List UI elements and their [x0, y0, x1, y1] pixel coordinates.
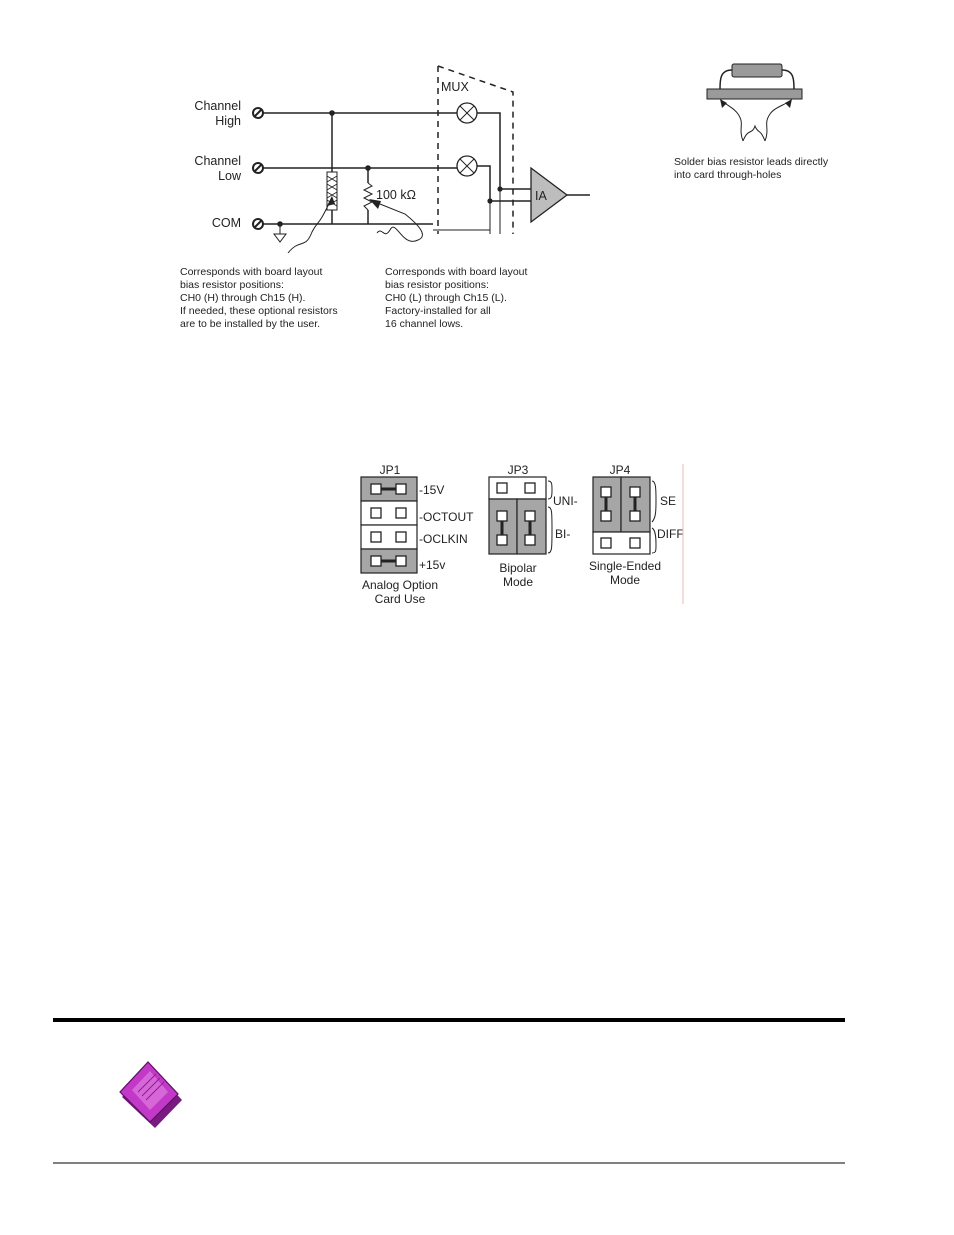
- jp4-caption-1: Single-Ended: [588, 559, 662, 573]
- resistor-value-label: 100 kΩ: [376, 188, 416, 202]
- svg-text:CH0 (H) through Ch15 (H).: CH0 (H) through Ch15 (H).: [180, 292, 306, 304]
- svg-text:are to be installed by the use: are to be installed by the user.: [180, 318, 321, 330]
- svg-text:CH0 (L) through Ch15 (L).: CH0 (L) through Ch15 (L).: [385, 292, 507, 304]
- jumper-settings-diagram: [361, 463, 684, 606]
- svg-text:Factory-installed for all: Factory-installed for all: [385, 305, 491, 317]
- mux-switch-icon: [457, 156, 477, 176]
- jp4-label-diff: DIFF: [657, 527, 684, 541]
- bias-circuit-diagram: [180, 66, 590, 330]
- note-factory-resistors: [385, 266, 527, 330]
- jp4-block: [593, 477, 650, 554]
- ground-icon: [274, 224, 286, 242]
- mux-switch-icon: [457, 103, 477, 123]
- jp3-block: [489, 477, 546, 554]
- solder-note-1: Solder bias resistor leads directly: [674, 156, 829, 168]
- channel-high-label-2: High: [215, 114, 241, 128]
- resistor-100k-icon: [364, 183, 372, 210]
- channel-low-label-1: Channel: [194, 154, 241, 168]
- note-optional-resistors: [180, 266, 338, 330]
- jp4-title: JP4: [609, 463, 631, 477]
- jp3-label-uni: UNI-: [553, 494, 578, 508]
- jp4-label-se: SE: [660, 494, 677, 508]
- com-label: COM: [211, 216, 241, 230]
- jp1-row-3: -OCLKIN: [419, 532, 468, 546]
- jp1-row-1: -15V: [419, 483, 445, 497]
- ia-label: IA: [535, 189, 547, 203]
- svg-text:bias resistor positions:: bias resistor positions:: [180, 279, 284, 291]
- mux-label: MUX: [441, 80, 469, 94]
- jp1-block: [361, 477, 417, 573]
- solder-note-2: into card through-holes: [674, 169, 782, 181]
- jp3-label-bi: BI-: [555, 527, 571, 541]
- screw-terminal-icon: [253, 163, 263, 173]
- jp1-row-2: -OCTOUT: [419, 510, 474, 524]
- jp3-caption-1: Bipolar: [499, 561, 537, 575]
- jp1-title: JP1: [379, 463, 401, 477]
- svg-text:Corresponds with board layout: Corresponds with board layout: [180, 266, 323, 278]
- svg-text:bias resistor positions:: bias resistor positions:: [385, 279, 489, 291]
- solder-detail-diagram: [674, 64, 829, 181]
- resistor-body-icon: [732, 64, 782, 77]
- channel-high-label-1: Channel: [194, 99, 241, 113]
- jp3-caption-2: Mode: [502, 575, 534, 589]
- book-icon[interactable]: [120, 1062, 182, 1128]
- circuit-card-icon: [707, 89, 802, 99]
- jp1-caption-1: Analog Option: [361, 578, 439, 592]
- jp3-title: JP3: [507, 463, 529, 477]
- jp1-caption-2: Card Use: [374, 592, 426, 606]
- channel-low-label-2: Low: [218, 169, 241, 183]
- svg-text:16 channel lows.: 16 channel lows.: [385, 318, 464, 330]
- svg-text:If needed, these optional resi: If needed, these optional resistors: [180, 305, 338, 317]
- screw-terminal-icon: [253, 219, 263, 229]
- jp1-row-4: +15v: [419, 558, 446, 572]
- svg-text:Corresponds with board layout: Corresponds with board layout: [385, 266, 528, 278]
- screw-terminal-icon: [253, 108, 263, 118]
- jp4-caption-2: Mode: [609, 573, 641, 587]
